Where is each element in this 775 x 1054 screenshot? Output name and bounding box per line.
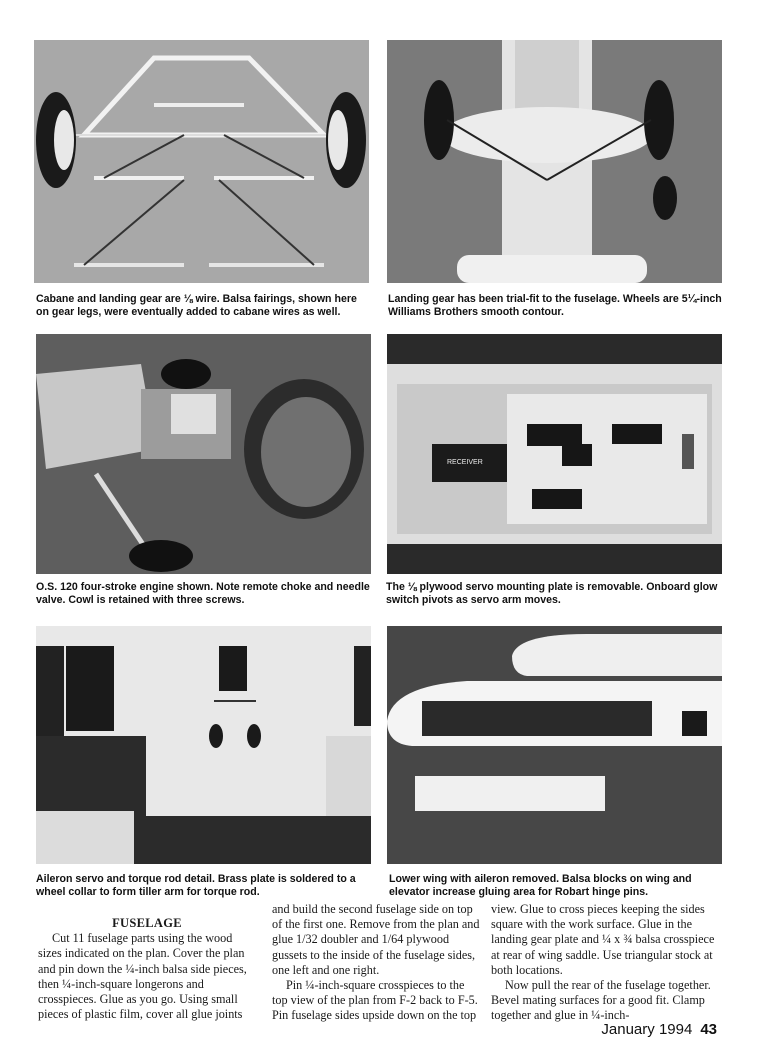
page-footer <box>601 1021 717 1038</box>
article-column-1 <box>38 916 256 1022</box>
photo-engine <box>36 334 371 574</box>
caption-3: O.S. 120 four-stroke engine shown. Note remote choke and needle valve. Cowl is retained with three screws. <box>36 581 370 606</box>
photo-cabane-landing-gear <box>34 40 369 283</box>
receiver-label: RECEIVER <box>447 459 483 466</box>
article-column-2 <box>272 902 482 1024</box>
caption-4: The ⅛ plywood servo mounting plate is removable. Onboard glow switch pivots as servo arm moves. <box>386 581 718 606</box>
issue-date: January 1994 <box>601 1021 693 1038</box>
photo-landing-gear-trial-fit <box>387 40 722 283</box>
column-2-paragraph-2: Pin ¼-inch-square crosspieces to the top view of the plan from F-2 back to F-5. Pin fuselage sides upside down on the top <box>272 978 478 1023</box>
photo-lower-wing <box>387 626 722 864</box>
photo-aileron-servo <box>36 626 371 864</box>
photo-aileron-servo-art <box>36 626 371 864</box>
column-3-paragraph-1: view. Glue to cross pieces keeping the sides square with the work surface. Glue in the landing gear plate and ¼ x ¾ balsa crosspiece at rear of wing saddle. Use triangular stock at both locations. <box>491 902 715 977</box>
column-2-paragraph-1: and build the second fuselage side on top of the first one. Remove from the plan and glue 1/32 doubler and 1/64 plywood gussets to the inside of the fuselage sides, one left and one right. <box>272 902 480 977</box>
section-heading: FUSELAGE <box>112 916 182 930</box>
caption-1: Cabane and landing gear are ⅛ wire. Balsa fairings, shown here on gear legs, were eventually added to cabane wires as well. <box>36 293 357 318</box>
caption-6: Lower wing with aileron removed. Balsa blocks on wing and elevator increase gluing area for Robart hinge pins. <box>389 873 692 898</box>
article-column-3 <box>491 902 717 1024</box>
photo-cabane-landing-gear-art <box>34 40 369 283</box>
page-number: 43 <box>700 1021 717 1038</box>
caption-2: Landing gear has been trial-fit to the fuselage. Wheels are 5¼-inch Williams Brothers smooth contour. <box>388 293 722 318</box>
column-1-paragraph: Cut 11 fuselage parts using the wood sizes indicated on the plan. Cover the plan and pin down the ¼-inch balsa side pieces, then ¼-inch-square longerons and crosspieces. Glue as you go. Using small pieces of plastic film, cover all glue joints <box>38 931 247 1022</box>
photo-servo-plate-art <box>387 334 722 574</box>
photo-lower-wing-art <box>387 626 722 864</box>
caption-5: Aileron servo and torque rod detail. Brass plate is soldered to a wheel collar to form tiller arm for torque rod. <box>36 873 356 898</box>
photo-landing-gear-trial-fit-art <box>387 40 722 283</box>
photo-engine-art <box>36 334 371 574</box>
photo-servo-plate <box>387 334 722 574</box>
column-3-paragraph-2: Now pull the rear of the fuselage together. Bevel mating surfaces for a good fit. Clamp together and glue in ¼-inch- <box>491 978 711 1023</box>
